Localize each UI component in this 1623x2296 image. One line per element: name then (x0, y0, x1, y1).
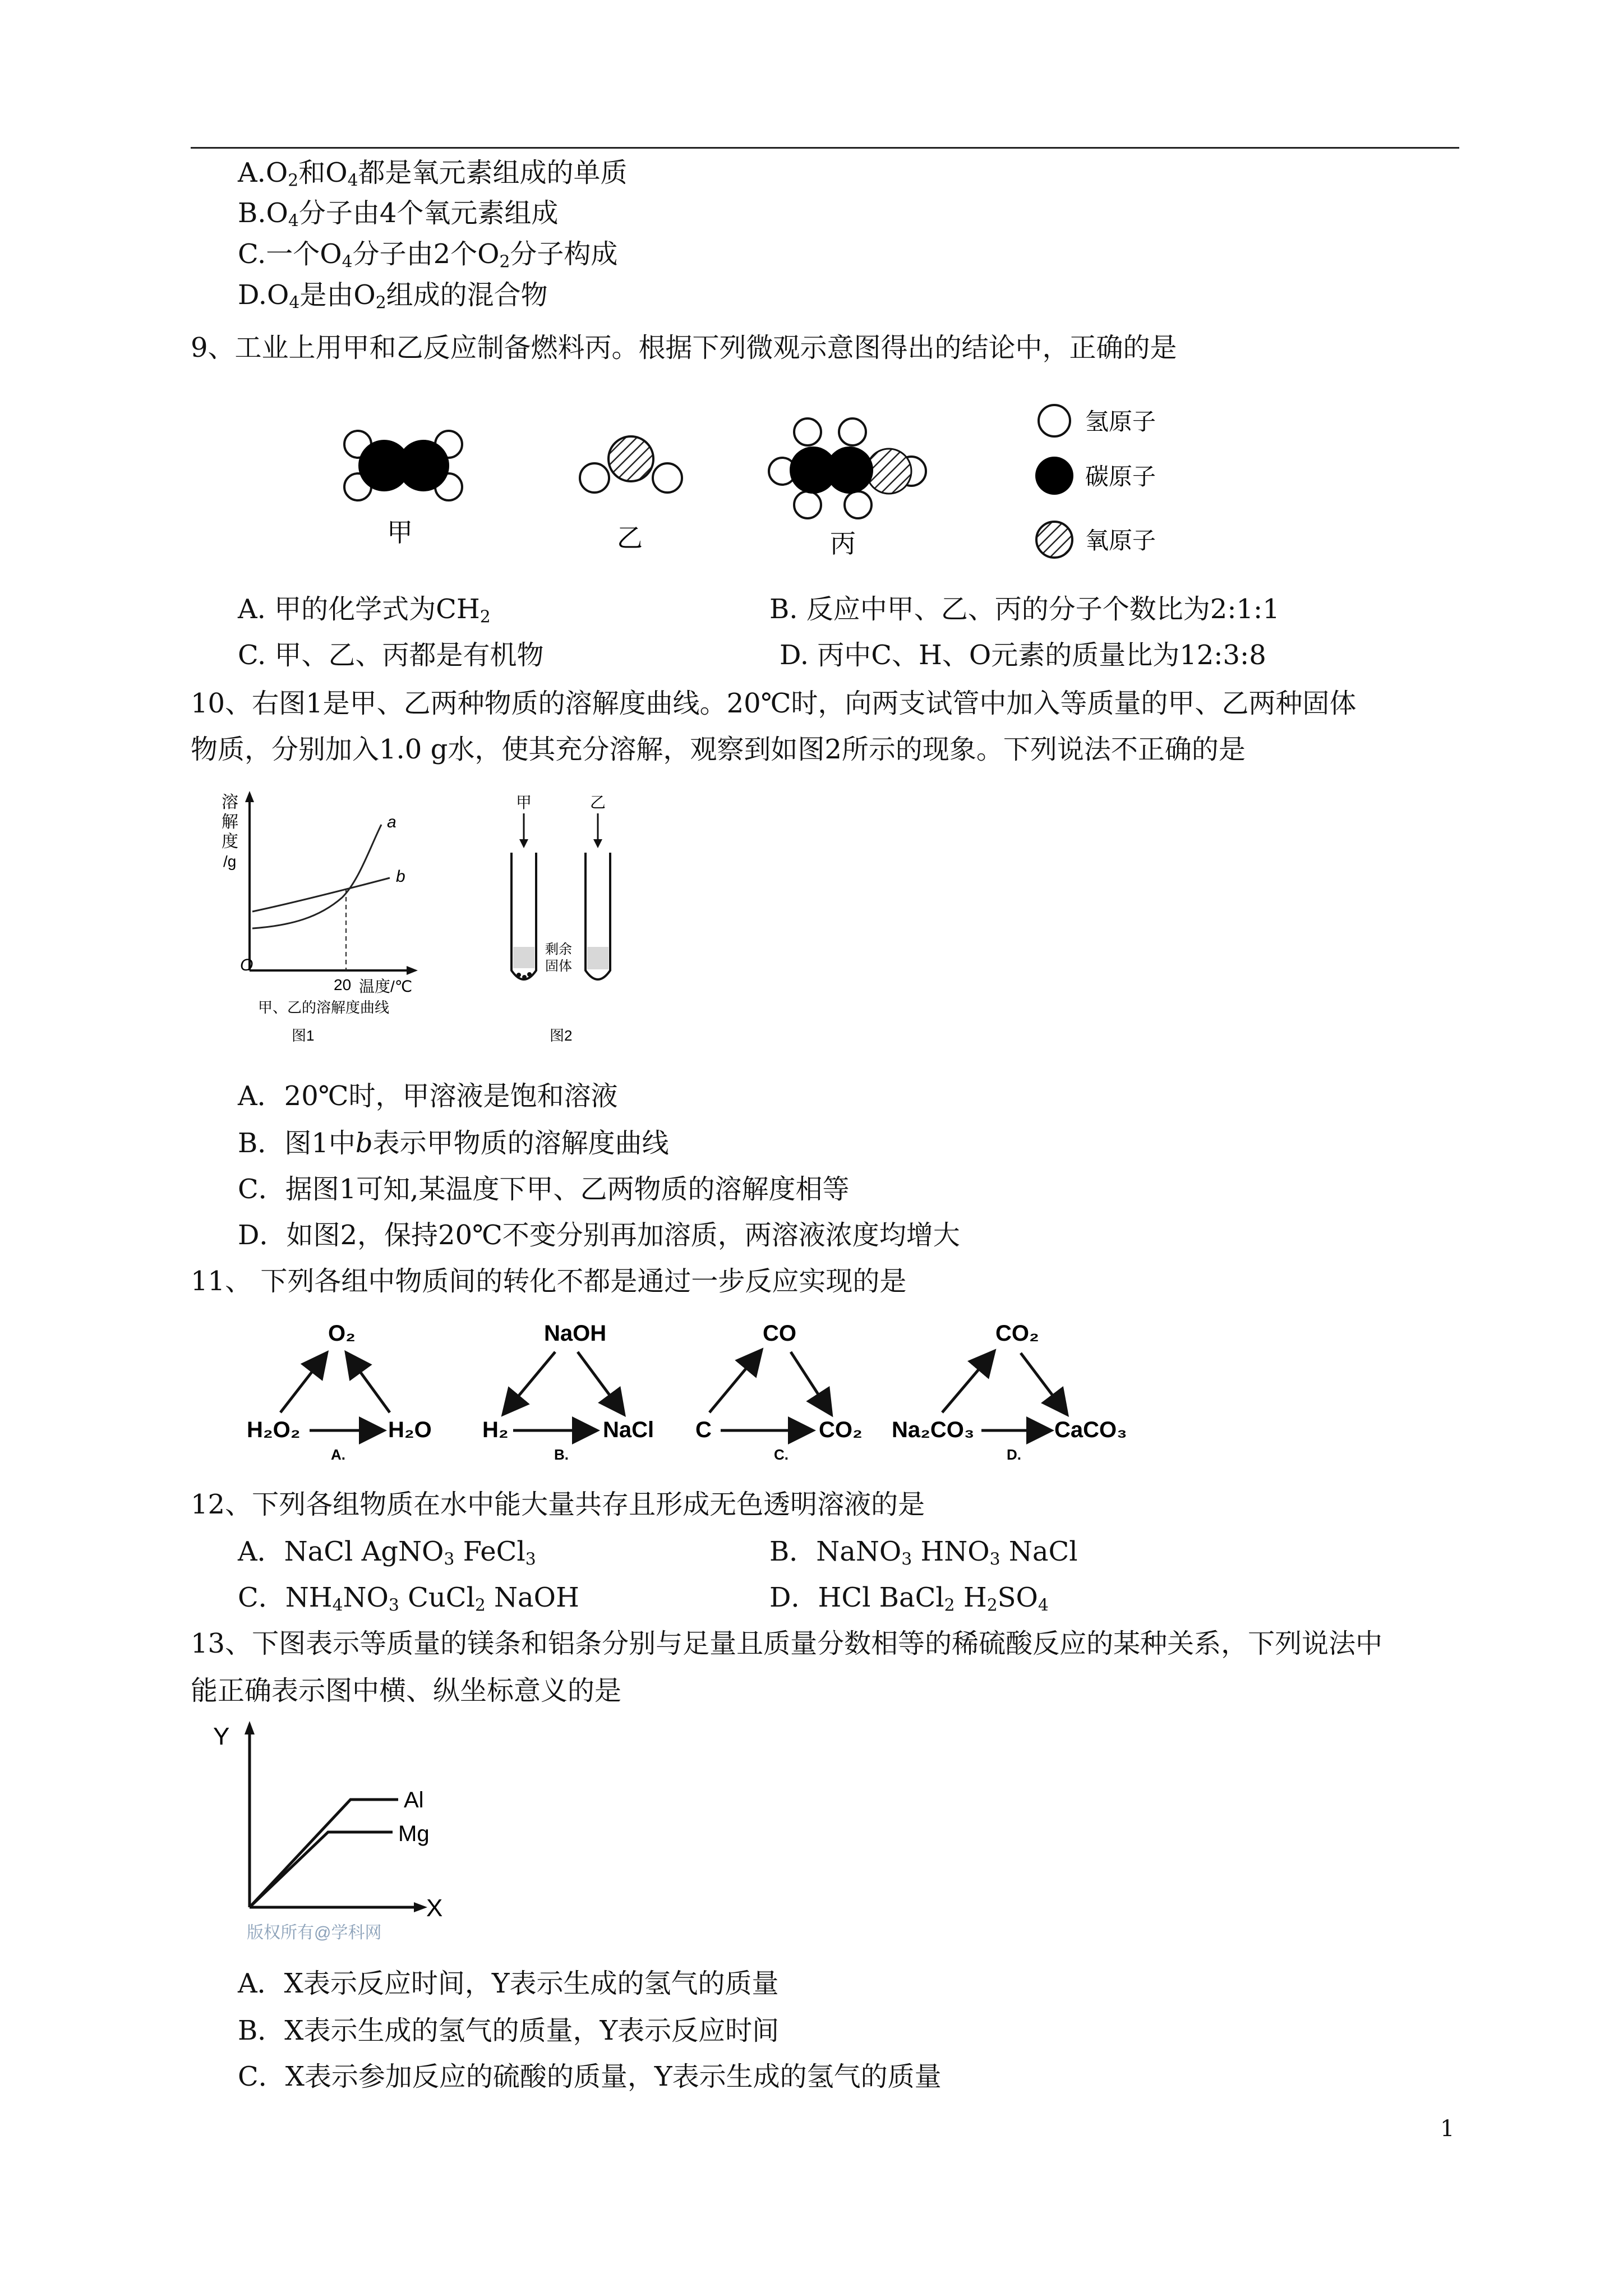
svg-text:Y: Y (213, 1723, 230, 1750)
svg-text:甲: 甲 (516, 794, 532, 811)
al-label: Al (404, 1788, 424, 1812)
q12-option-a: A．NaCl AgNO$_3$ FeCl$_3$ (238, 1536, 536, 1570)
svg-text:NaCl: NaCl (603, 1418, 654, 1442)
q8-option-d: $D.O_4$是由$O_2$组成的混合物 (238, 279, 548, 313)
q11-conversion-diagrams (247, 1313, 1155, 1470)
page-number: 1 (1440, 2116, 1455, 2142)
q11-diagram-d (892, 1321, 1127, 1463)
svg-text:图1: 图1 (292, 1027, 315, 1044)
q8-option-a: $A.O_2$和$O_4$都是氧元素组成的单质 (238, 157, 628, 191)
q11-stem: 11、 下列各组中物质间的转化不都是通过一步反应实现的是 (191, 1266, 907, 1297)
svg-text:溶: 溶 (222, 793, 238, 812)
svg-text:H₂O₂: H₂O₂ (247, 1418, 301, 1442)
svg-text:X: X (426, 1894, 443, 1922)
legend-oxygen: 氧原子 (1085, 527, 1156, 554)
svg-text:解: 解 (222, 813, 238, 831)
q13-option-b: B．X表示生成的氢气的质量，Y表示反应时间 (238, 2015, 780, 2046)
svg-text:A.: A. (331, 1446, 345, 1463)
svg-text:B.: B. (554, 1446, 569, 1463)
svg-text:20: 20 (334, 976, 352, 993)
q13-stem-line2: 能正确表示图中横、纵坐标意义的是 (191, 1675, 622, 1706)
mg-line (250, 1832, 393, 1907)
svg-text:乙: 乙 (590, 794, 606, 811)
svg-text:D.: D. (1007, 1446, 1021, 1463)
svg-text:C: C (695, 1418, 712, 1442)
q9-option-b: B. 反应中甲、乙、丙的分子个数比为2:1:1 (769, 593, 1280, 625)
molecule-yi (580, 436, 682, 553)
label-yi: 乙 (617, 523, 643, 553)
svg-text:CO₂: CO₂ (819, 1418, 863, 1442)
solubility-curve-chart (222, 791, 418, 1044)
svg-text:固体: 固体 (545, 959, 572, 974)
q13-option-c: C．X表示参加反应的硫酸的质量，Y表示生成的氢气的质量 (238, 2061, 942, 2092)
legend-hydrogen: 氢原子 (1085, 408, 1156, 435)
svg-text:温度/℃: 温度/℃ (359, 978, 413, 995)
mg-label: Mg (398, 1821, 430, 1846)
svg-text:剩余: 剩余 (545, 942, 572, 957)
q13-stem-line1: 13、下图表示等质量的镁条和铝条分别与足量且质量分数相等的稀硫酸反应的某种关系，下列说法中 (191, 1628, 1383, 1659)
q11-diagram-c (695, 1321, 863, 1463)
test-tube-figure (511, 794, 610, 1044)
q13-option-a: A．X表示反应时间，Y表示生成的氢气的质量 (238, 1968, 779, 1999)
q9-molecule-diagram (336, 393, 1245, 572)
label-jia: 甲 (387, 518, 413, 547)
curve-a-label: a (387, 813, 396, 831)
svg-text:度: 度 (222, 832, 238, 851)
svg-text:C.: C. (774, 1446, 789, 1463)
svg-text:/g: /g (223, 853, 237, 870)
svg-text:CaCO₃: CaCO₃ (1054, 1418, 1127, 1442)
svg-text:Na₂CO₃: Na₂CO₃ (892, 1418, 975, 1442)
svg-text:CO₂: CO₂ (995, 1321, 1039, 1346)
label-bing: 丙 (830, 529, 856, 558)
q12-option-b: B．NaNO$_3$ $HNO_3$ NaCl (769, 1536, 1078, 1570)
svg-text:H₂: H₂ (482, 1418, 509, 1442)
q9-option-a: A. 甲的化学式为$CH_2$ (238, 593, 491, 627)
q9-option-d: D. 丙中C、H、O元素的质量比为12:3:8 (780, 639, 1266, 671)
svg-text:O: O (240, 956, 253, 974)
oxygen-atom-icon (1036, 522, 1072, 558)
q10-option-a: A．20℃时，甲溶液是饱和溶液 (238, 1080, 618, 1112)
q10-option-d: D．如图2，保持20℃不变分别再加溶质，两溶液浓度均增大 (238, 1220, 960, 1251)
carbon-atom-icon (1035, 457, 1073, 495)
atom-legend (1035, 405, 1156, 558)
hydrogen-atom-icon (1039, 405, 1070, 436)
q11-diagram-a (247, 1321, 432, 1463)
molecule-jia (344, 431, 462, 547)
q8-option-c: C.一个$O_4$分子由2个$O_2$分子构成 (238, 238, 618, 272)
svg-text:H₂O: H₂O (388, 1418, 432, 1442)
q10-option-c: C．据图1可知,某温度下甲、乙两物质的溶解度相等 (238, 1174, 850, 1205)
q9-stem: 9、工业上用甲和乙反应制备燃料丙。根据下列微观示意图得出的结论中，正确的是 (191, 332, 1177, 364)
q8-option-b: $B.O_4$分子由4个氧元素组成 (238, 197, 559, 231)
q12-option-c: C．$NH_4NO_3$ CuCl$_2$ NaOH (238, 1582, 579, 1616)
q10-stem-line1: 10、右图1是甲、乙两种物质的溶解度曲线。20℃时，向两支试管中加入等质量的甲、乙两种固体 (191, 688, 1357, 719)
solution-jia (513, 947, 534, 968)
svg-text:NaOH: NaOH (544, 1321, 607, 1346)
curve-b-label: b (396, 867, 405, 886)
q12-stem: 12、下列各组物质在水中能大量共存且形成无色透明溶液的是 (191, 1489, 925, 1520)
q13-reaction-graph (213, 1717, 482, 1947)
q9-option-c: C. 甲、乙、丙都是有机物 (238, 639, 544, 671)
svg-text:甲、乙的溶解度曲线: 甲、乙的溶解度曲线 (258, 999, 390, 1016)
legend-carbon: 碳原子 (1085, 463, 1156, 490)
solution-yi (587, 947, 608, 969)
q11-diagram-b (482, 1321, 654, 1463)
svg-text:CO: CO (763, 1321, 796, 1346)
al-line (250, 1800, 398, 1907)
svg-text:O₂: O₂ (328, 1321, 356, 1346)
q10-solubility-figure (191, 785, 639, 1066)
molecule-bing (769, 418, 926, 558)
header-rule (191, 147, 1459, 149)
q10-stem-line2: 物质，分别加入1.0 g水，使其充分溶解，观察到如图2所示的现象。下列说法不正确的是 (191, 734, 1246, 765)
svg-text:图2: 图2 (550, 1027, 573, 1044)
q12-option-d: D．HCl BaCl$_2$ $H_2SO_4$ (769, 1582, 1049, 1616)
q10-option-b: B．图1中b表示甲物质的溶解度曲线 (238, 1128, 669, 1159)
watermark-text: 版权所有@学科网 (247, 1924, 382, 1942)
